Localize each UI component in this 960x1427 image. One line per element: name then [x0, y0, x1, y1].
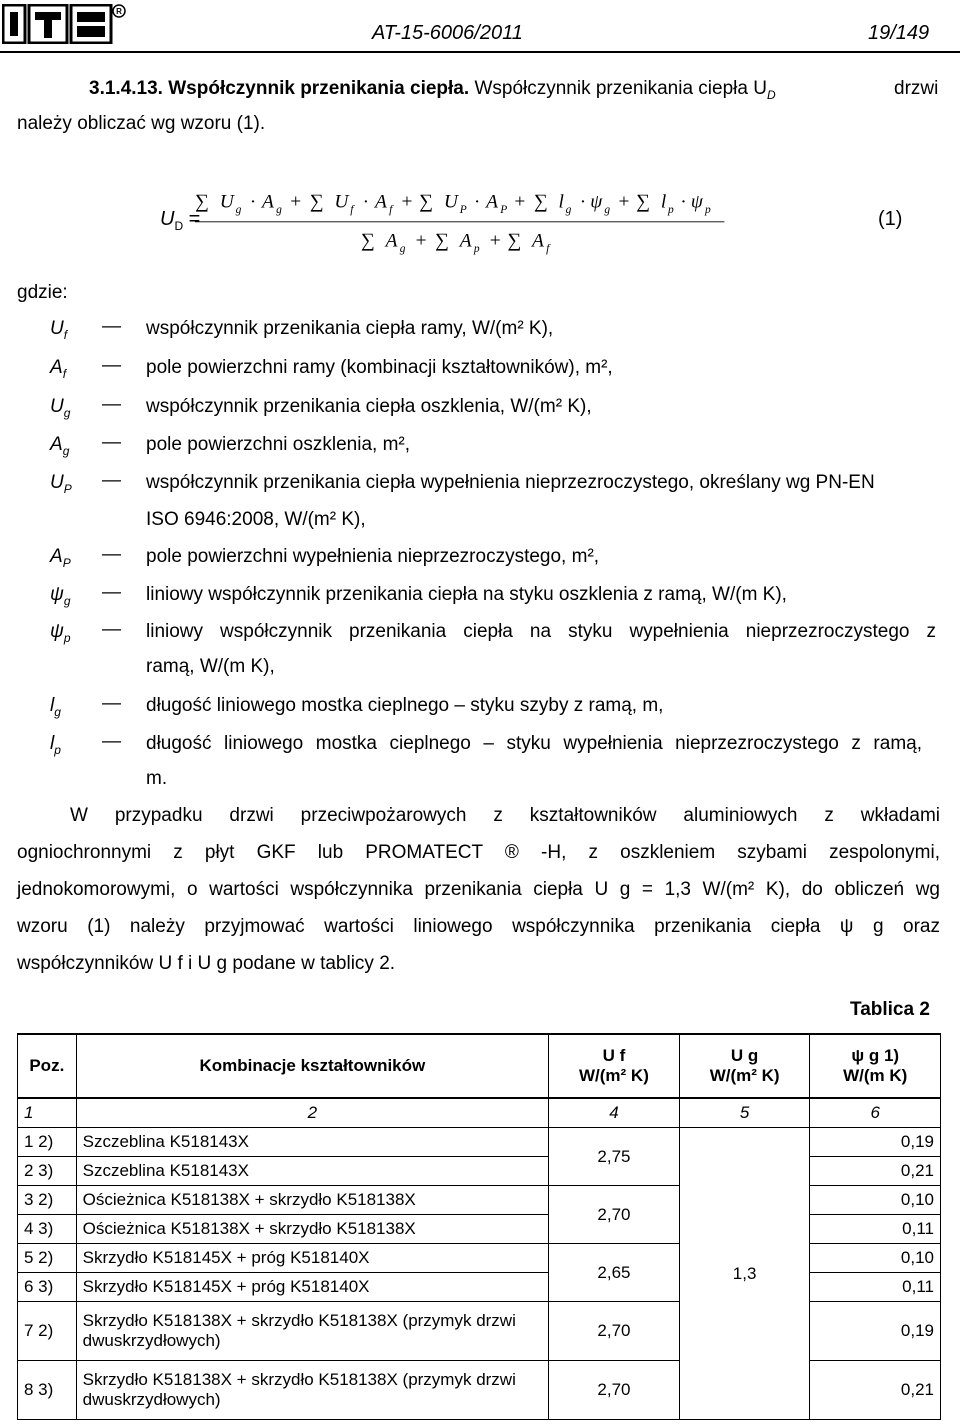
header-poz: Poz. [18, 1034, 77, 1098]
svg-text:f: f [546, 242, 550, 255]
def-sym-lp: $l_p$ [50, 733, 61, 757]
paragraph-line4: wzoru (1) należy przyjmować wartości liniowego współczynnika przenikania ciepła ψ g oraz [17, 916, 940, 937]
table-number-row: 1 2 4 5 6 [18, 1098, 941, 1128]
formula-lhs: $U_D$ = [160, 208, 201, 233]
def-sym-af: $A_f$ [50, 357, 67, 381]
intro-line2: należy obliczać wg wzoru (1). [17, 113, 266, 134]
header-psi: ψ g 1) W/(m K) [810, 1034, 941, 1098]
def-text-lg: długość liniowego mostka cieplnego – styku szyby z ramą, m, [146, 695, 664, 716]
header-komb: Kombinacje kształtowników [76, 1034, 548, 1098]
svg-text:U: U [443, 191, 458, 213]
def-sym-ap: $A_P$ [50, 546, 71, 570]
svg-text:A: A [459, 230, 472, 252]
def-sym-lg: $l_g$ [50, 695, 61, 719]
header-ug: U g W/(m² K) [679, 1034, 810, 1098]
def-text-psip: liniowy współczynnik przenikania ciepła na styku wypełnienia nieprzezroczystego z [146, 621, 936, 642]
section-heading: 3.1.4.13. Współczynnik przenikania ciepła. [89, 78, 470, 99]
table-row: 1 2) Szczeblina K518143X 2,75 1,3 0,19 [18, 1128, 941, 1157]
def-text-up-cont: ISO 6946:2008, W/(m² K), [146, 509, 366, 530]
svg-text:·: · [249, 191, 257, 213]
intro-sub: D [766, 87, 776, 102]
svg-text:·: · [473, 191, 481, 213]
def-text-af: pole powierzchni ramy (kombinacji kształtowników), m², [146, 357, 613, 378]
table-row: 4 3) Ościeżnica K518138X + skrzydło K518138X 0,11 [18, 1215, 941, 1244]
svg-text:∑: ∑ [533, 191, 548, 213]
svg-text:p: p [667, 203, 674, 216]
def-text-up: współczynnik przenikania ciepła wypełnienia nieprzezroczystego, określany wg PN-EN [146, 472, 875, 493]
svg-text:P: P [500, 203, 508, 216]
where-label: gdzie: [17, 282, 68, 303]
svg-text:∑: ∑ [636, 191, 651, 213]
header-rule [0, 51, 960, 53]
page-number: 19/149 [868, 22, 930, 44]
svg-text:R: R [116, 7, 122, 16]
intro-text: Współczynnik przenikania ciepła U [474, 78, 767, 99]
svg-text:l: l [660, 191, 667, 213]
svg-text:·: · [579, 191, 587, 213]
svg-text:∑: ∑ [507, 230, 522, 252]
svg-text:g: g [399, 242, 406, 255]
table-header-row [18, 1034, 941, 1098]
def-sym-up: $U_P$ [50, 472, 72, 496]
def-text-ug: współczynnik przenikania ciepła oszklenia, W/(m² K), [146, 396, 592, 417]
svg-text:·: · [362, 191, 370, 213]
svg-text:∑: ∑ [195, 191, 209, 213]
formula-fraction [195, 180, 795, 260]
svg-text:A: A [532, 230, 544, 252]
paragraph-line2: ogniochronnymi z płyt GKF lub PROMATECT ® -H, z oszkleniem szybami zespolonymi, [17, 842, 940, 863]
svg-text:g: g [604, 203, 611, 216]
svg-text:U: U [219, 191, 234, 213]
section-intro [89, 78, 776, 100]
svg-text:A: A [262, 191, 274, 213]
data-table [17, 1033, 941, 1420]
svg-text:U: U [334, 191, 349, 213]
svg-text:∑: ∑ [435, 230, 449, 252]
svg-text:+: + [415, 230, 427, 252]
header-uf: U f W/(m² K) [549, 1034, 680, 1098]
intro-end: drzwi [894, 78, 939, 99]
def-text-lp: długość liniowego mostka cieplnego – styku wypełnienia nieprzezroczystego z ramą, [146, 733, 922, 754]
svg-text:g: g [565, 203, 572, 216]
table-row: 7 2) Skrzydło K518138X + skrzydło K518138X (przymyk drzwi dwuskrzydłowych) 2,70 0,19 [18, 1302, 941, 1361]
svg-text:+: + [290, 191, 302, 213]
svg-text:l: l [558, 191, 564, 213]
svg-text:p: p [705, 203, 711, 216]
svg-text:+: + [401, 191, 413, 213]
svg-text:f: f [389, 203, 393, 216]
def-text-uf: współczynnik przenikania ciepła ramy, W/(m² K), [146, 318, 554, 339]
svg-text:ψ: ψ [590, 191, 603, 213]
def-sym-ug: $U_g$ [50, 396, 71, 420]
svg-text:A: A [375, 191, 387, 213]
equation-number: (1) [878, 208, 903, 230]
def-text-psig: liniowy współczynnik przenikania ciepła na styku oszklenia z ramą, W/(m K), [146, 584, 787, 605]
def-sym-psig: $\psi_g$ [50, 584, 71, 608]
svg-text:·: · [680, 191, 687, 213]
svg-text:∑: ∑ [419, 191, 433, 213]
paragraph-line5: współczynników U f i U g podane w tablicy 2. [17, 953, 396, 974]
svg-text:+: + [489, 230, 501, 252]
def-text-ag: pole powierzchni oszklenia, m², [146, 434, 411, 455]
table-row: 5 2) Skrzydło K518145X + próg K518140X 2,65 0,10 [18, 1244, 941, 1273]
def-text-lp-cont: m. [146, 768, 168, 789]
svg-text:g: g [235, 203, 242, 216]
svg-text:+: + [618, 191, 630, 213]
paragraph-line3: jednokomorowymi, o wartości współczynnika przenikania ciepła U g = 1,3 W/(m² K), do obliczeń wg [17, 879, 940, 900]
svg-text:A: A [486, 191, 499, 213]
svg-text:∑: ∑ [360, 230, 375, 252]
table-row: 3 2) Ościeżnica K518138X + skrzydło K518138X 2,70 0,10 [18, 1186, 941, 1215]
def-text-psip-cont: ramą, W/(m K), [146, 656, 275, 677]
svg-text:∑: ∑ [309, 191, 324, 213]
itb-logo [2, 4, 126, 44]
def-text-ap: pole powierzchni wypełnienia nieprzezroczystego, m², [146, 546, 600, 567]
document-id: AT-15-6006/2011 [372, 22, 523, 44]
table-row: 6 3) Skrzydło K518145X + próg K518140X 0,11 [18, 1273, 941, 1302]
def-sym-ag: $A_g$ [50, 434, 70, 458]
svg-text:A: A [385, 230, 398, 252]
svg-text:P: P [459, 203, 467, 216]
svg-text:ψ: ψ [690, 191, 703, 213]
svg-text:+: + [514, 191, 526, 213]
def-sym-uf: $U_f$ [50, 318, 68, 342]
svg-text:p: p [473, 242, 480, 255]
svg-text:f: f [350, 203, 354, 216]
table-caption: Tablica 2 [850, 999, 930, 1020]
table-row: 8 3) Skrzydło K518138X + skrzydło K518138X (przymyk drzwi dwuskrzydłowych) 2,70 0,21 [18, 1361, 941, 1420]
table-row: 2 3) Szczeblina K518143X 0,21 [18, 1157, 941, 1186]
def-sym-psip: $\psi_p$ [50, 621, 71, 645]
svg-text:g: g [276, 203, 282, 216]
paragraph-line1: W przypadku drzwi przeciwpożarowych z kształtowników aluminiowych z wkładami [70, 805, 940, 826]
